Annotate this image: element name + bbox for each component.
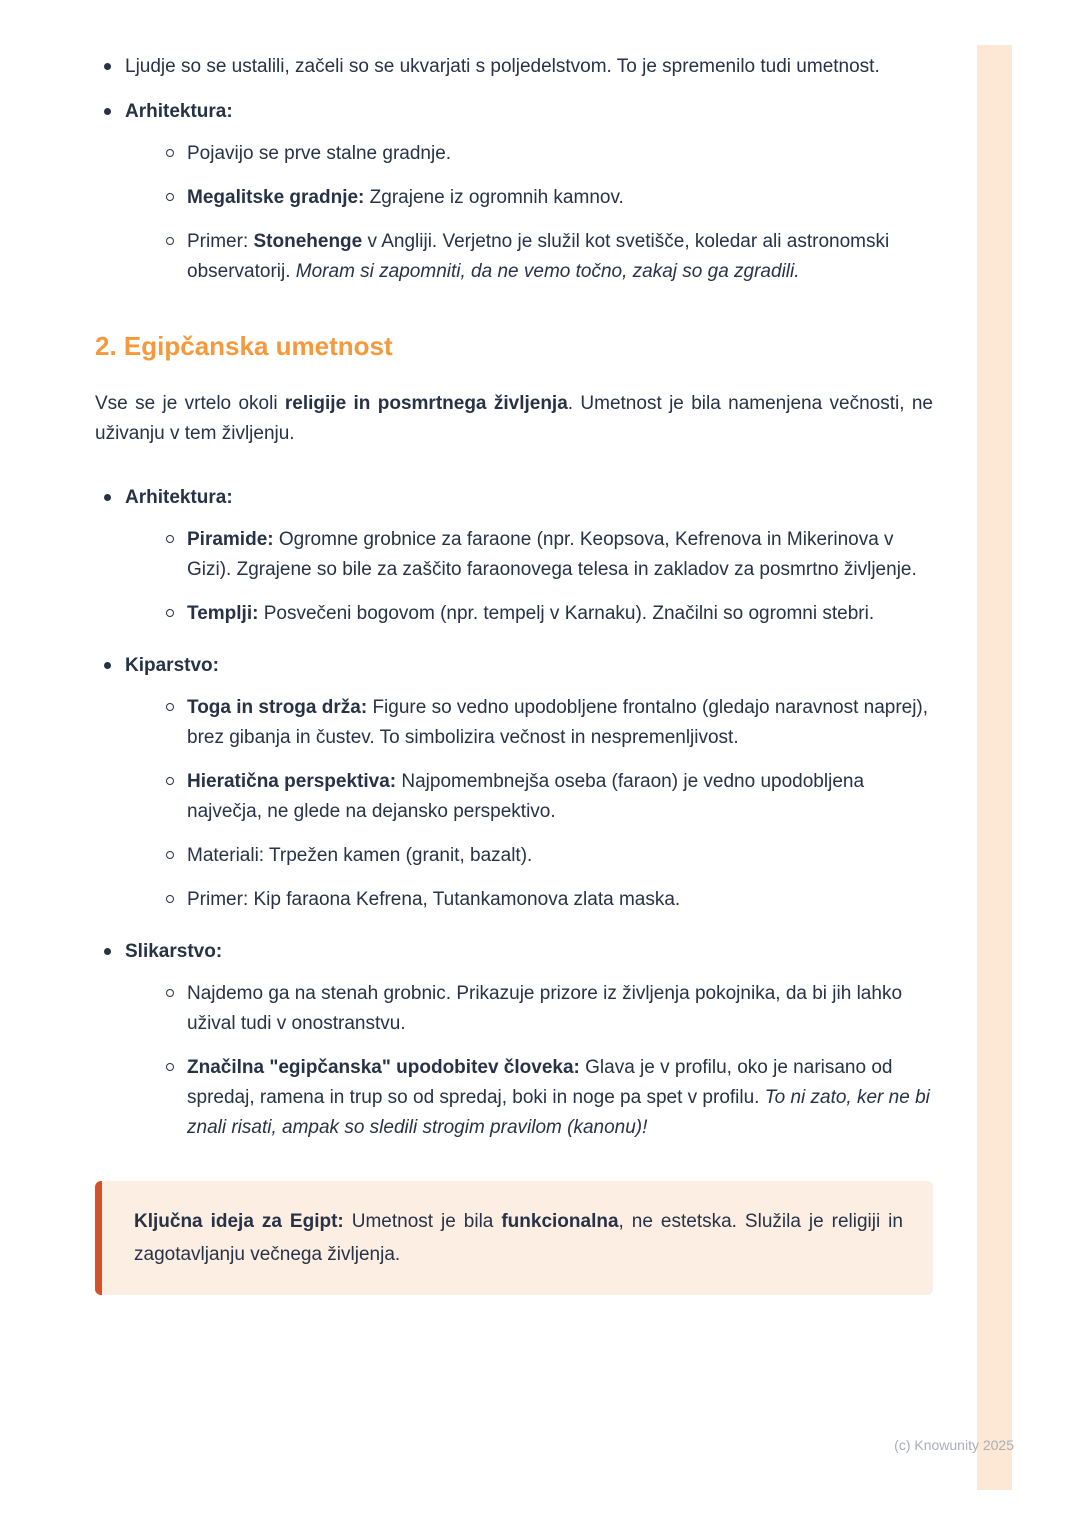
- list-item: [95, 651, 933, 915]
- egyptian-art-list: [95, 483, 933, 1143]
- bullet-icon: [104, 494, 111, 501]
- sub-list-item-text: Primer: Kip faraona Kefrena, Tutankamonova zlata maska.: [187, 889, 681, 910]
- sub-list-item-text: Hieratična perspektiva: Najpomembnejša oseba (faraon) je vedno upodobljena največja, ne glede na dejansko perspektivo.: [187, 771, 865, 822]
- sub-list-item-text: Templji: Posvečeni bogovom (npr. tempelj v Karnaku). Značilni so ogromni stebri.: [187, 603, 875, 624]
- list-item-text: Slikarstvo:: [125, 941, 223, 962]
- page-content: [95, 52, 933, 1295]
- bullet-icon: [104, 948, 111, 955]
- architecture-sublist: [125, 525, 933, 629]
- list-item: [95, 483, 933, 629]
- list-item-text: Arhitektura:: [125, 101, 233, 122]
- sub-list-item: [157, 525, 933, 585]
- sub-list-item: [157, 1053, 933, 1143]
- page-edge-stripe: [977, 45, 1012, 1490]
- circle-bullet-icon: [166, 149, 174, 157]
- circle-bullet-icon: [166, 609, 174, 617]
- bullet-icon: [104, 662, 111, 669]
- circle-bullet-icon: [166, 851, 174, 859]
- sub-list-item: [157, 841, 933, 871]
- sub-list-item-text: Megalitske gradnje: Zgrajene iz ogromnih kamnov.: [187, 187, 624, 208]
- list-item-text: Arhitektura:: [125, 487, 233, 508]
- bullet-icon: [104, 63, 111, 70]
- list-item-text: Kiparstvo:: [125, 655, 219, 676]
- sub-list-item: [157, 885, 933, 915]
- sub-list-item-text: Piramide: Ogromne grobnice za faraone (npr. Keopsova, Kefrenova in Mikerinova v Gizi). Zgrajene so bile za zaščito faraonovega telesa in zakladov za posmrtno življenje.: [187, 529, 917, 580]
- circle-bullet-icon: [166, 777, 174, 785]
- sub-list-item-text: Primer: Stonehenge v Angliji. Verjetno je služil kot svetišče, koledar ali astronomski observatorij. Moram si zapomniti, da ne vemo točno, zakaj so ga zgradili.: [187, 231, 890, 282]
- sub-list-item: [157, 183, 933, 213]
- sub-list-item-text: Značilna "egipčanska" upodobitev človeka: Glava je v profilu, oko je narisano od spredaj, ramena in trup so od spredaj, boki in noge pa spet v profilu. To ni zato, ker ne bi znali risati, ampak so sledili strogim pravilom (kanonu)!: [187, 1057, 930, 1138]
- sub-list-item-text: Materiali: Trpežen kamen (granit, bazalt).: [187, 845, 533, 866]
- architecture-sublist: [125, 139, 933, 287]
- prehistoric-art-list: [95, 52, 933, 287]
- circle-bullet-icon: [166, 535, 174, 543]
- sub-list-item-text: Toga in stroga drža: Figure so vedno upodobljene frontalno (gledajo naravnost naprej), brez gibanja in čustev. To simbolizira večnost in nespremenljivost.: [187, 697, 929, 748]
- sculpture-sublist: [125, 693, 933, 915]
- key-idea-text: Ključna ideja za Egipt: Umetnost je bila funkcionalna, ne estetska. Služila je religiji in zagotavljanju večnega življenja.: [134, 1211, 903, 1265]
- list-item: [95, 97, 933, 287]
- circle-bullet-icon: [166, 989, 174, 997]
- sub-list-item: [157, 227, 933, 287]
- list-item: [95, 52, 933, 82]
- circle-bullet-icon: [166, 1063, 174, 1071]
- circle-bullet-icon: [166, 703, 174, 711]
- sub-list-item: [157, 693, 933, 753]
- section-intro-paragraph: Vse se je vrtelo okoli religije in posmrtnega življenja. Umetnost je bila namenjena večnosti, ne uživanju v tem življenju.: [95, 393, 933, 444]
- list-item: [95, 937, 933, 1143]
- sub-list-item: [157, 599, 933, 629]
- circle-bullet-icon: [166, 193, 174, 201]
- circle-bullet-icon: [166, 895, 174, 903]
- sub-list-item-text: Pojavijo se prve stalne gradnje.: [187, 143, 452, 164]
- sub-list-item: [157, 767, 933, 827]
- painting-sublist: [125, 979, 933, 1143]
- copyright-notice: (c) Knowunity 2025: [894, 1437, 1014, 1453]
- sub-list-item: [157, 979, 933, 1039]
- sub-list-item: [157, 139, 933, 169]
- circle-bullet-icon: [166, 237, 174, 245]
- bullet-icon: [104, 108, 111, 115]
- list-item-text: Ljudje so se ustalili, začeli so se ukvarjati s poljedelstvom. To je spremenilo tudi umetnost.: [125, 56, 880, 77]
- section-heading: 2. Egipčanska umetnost: [95, 331, 393, 361]
- key-idea-callout: [95, 1181, 933, 1295]
- sub-list-item-text: Najdemo ga na stenah grobnic. Prikazuje prizore iz življenja pokojnika, da bi jih lahko užival tudi v onostranstvu.: [187, 983, 903, 1034]
